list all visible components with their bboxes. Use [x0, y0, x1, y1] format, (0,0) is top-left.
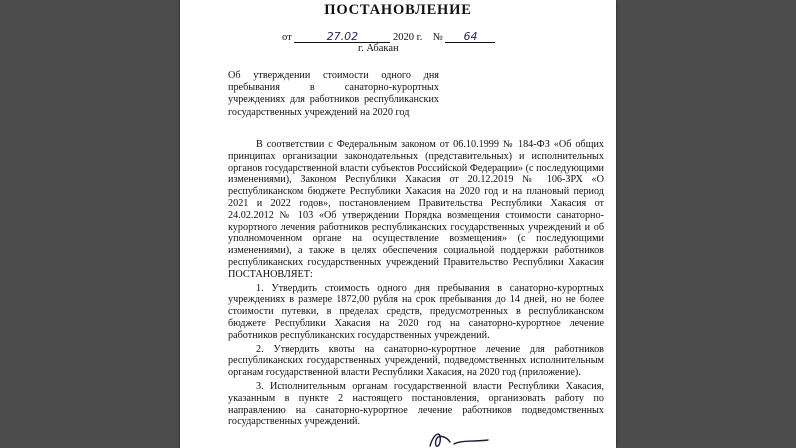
clause-3: 3. Исполнительным органам государственной власти Республики Хакасия, указанным в пункте 2 настоящего постановления, организовать работу по направлению на санаторно-курортное лечение работников подведомственных государственных учреждений. [228, 380, 604, 428]
number-sign: № [432, 32, 443, 43]
document-subject: Об утверждении стоимости одного дня пребывания в санаторно-курортных учреждениях для работников республиканских государственных учреждений на 2020 год [228, 70, 439, 118]
clause-1: 1. Утвердить стоимость одного дня пребывания в санаторно-курортных учреждениях в размере 1872,00 рубля на срок пребывания до 14 дней, но не более стоимости путевки, в пределах средств, предусмотренных в республиканском бюджете Республики Хакасия на 2020 год на санаторно-курортное лечение работников республиканских государственных учреждений. [228, 282, 604, 341]
signature-scribble [428, 428, 508, 448]
date-line [282, 31, 495, 43]
city-name: г. Абакан [358, 43, 399, 54]
date-prefix: от [282, 32, 292, 43]
document-body [228, 139, 604, 428]
handwritten-number: 64 [445, 31, 495, 43]
preamble-paragraph: В соответствии с Федеральным законом от 06.10.1999 № 184-ФЗ «Об общих принципах организации законодательных (представительных) и исполнительных органов государственной власти субъектов Российской Федерации» (с последующими изменениями), Законом Республики Хакасия от 20.12.2019 № 106-ЗРХ «О республиканском бюджете Республики Хакасия на 2020 год и на плановый период 2021 и 2022 годов», постановлением Правительства Республики Хакасия от 24.02.2012 № 103 «Об утверждении Порядка возмещения стоимости санаторно-курортного лечения работников республиканских государственных учреждений и об уполномоченном органе на осуществление возмещения» (с последующими изменениями), а также в целях обеспечения социальной поддержки работников республиканских государственных учреждений Правительство Республики Хакасия ПОСТАНОВЛЯЕТ: [228, 139, 604, 280]
date-year: 2020 г. [392, 32, 423, 43]
clause-2: 2. Утвердить квоты на санаторно-курортное лечение для работников республиканских государственных учреждений, подведомственных исполнительным органам государственной власти Республики Хакасия, на 2020 год (приложение). [228, 343, 604, 379]
handwritten-date: 27.02 [294, 31, 390, 43]
document-title: ПОСТАНОВЛЕНИЕ [324, 2, 472, 18]
document-page [180, 0, 616, 448]
